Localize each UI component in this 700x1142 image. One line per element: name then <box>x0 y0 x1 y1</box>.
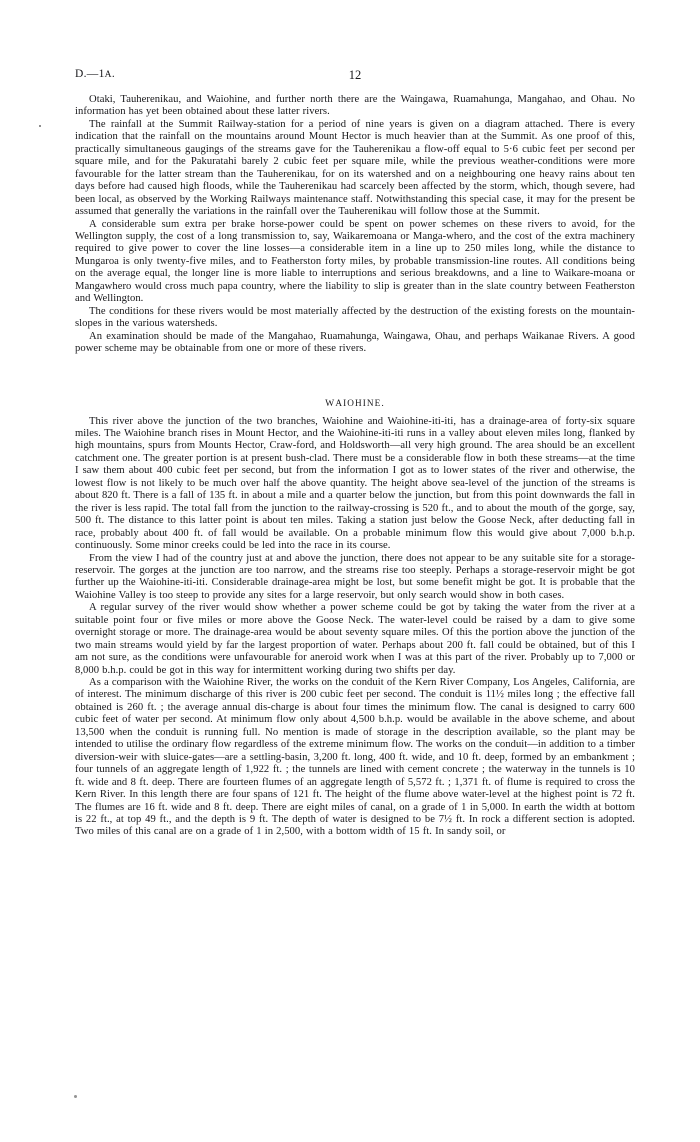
section-heading <box>75 398 635 409</box>
paragraph: The conditions for these rivers would be most materially affected by the destruction of the existing forests on the mountain-slopes in the various watersheds. <box>75 305 635 330</box>
paragraph: An examination should be made of the Mangahao, Ruamahunga, Waingawa, Ohau, and perhaps Waikanae Rivers. A good power scheme may be obtainable from one or more of these rivers. <box>75 330 635 355</box>
paragraph: This river above the junction of the two branches, Waiohine and Waiohine-iti-iti, has a drainage-area of forty-six square miles. The Waiohine branch rises in Mount Hector, and the Waiohine-iti-iti runs in a valley about eleven miles long, flanked by high mountains, spurs from Mounts Hector, Craw-ford, and Holdsworth—all very high ground. The area should be an excellent catchment one. The greater portion is at present bush-clad. There must be a considerable flow in both these streams—at the time I saw them about 400 cubic feet per second, but from the information I got as to lower states of the river and otherwise, the lowest flow is not likely to be much over half the above quantity. The height above sea-level of the junction of the streams is about 820 ft. There is a fall of 135 ft. in about a mile and a quarter below the junction, but from this point downwards the fall in the river is less rapid. The total fall from the junction to the railway-crossing is 520 ft., and to about the mouth of the gorge, say, 500 ft. The distance to this latter point is about ten miles. Taking a station just below the Goose Neck, after deducting fall in race, probably about 400 ft. of fall would be available. On a probable minimum flow this would give about 7,000 b.h.p. continuously. Some minor creeks could be led into the race in its course. <box>75 415 635 552</box>
paragraph: From the view I had of the country just at and above the junction, there does not appear to be any suitable site for a storage-reservoir. The gorges at the junction are too narrow, and the streams rise too steeply. Perhaps a storage-reservoir might be got further up the Waiohine-iti-iti. Considerable drainage-area might be lost, but some benefit might be got. It is probable that the Waiohine Valley is too steep to provide any sites for a large reservoir, but only search would show in both cases. <box>75 552 635 601</box>
paragraph: As a comparison with the Waiohine River, the works on the conduit of the Kern River Company, Los Angeles, California, are of interest. The minimum discharge of this river is 200 cubic feet per second. The conduit is 11½ miles long ; the effective fall obtained is 260 ft. ; the average annual dis-charge is about four times the minimum flow. The canal is designed to carry 600 cubic feet of water per second. At minimum flow only about 4,500 b.h.p. would be available in the above scheme, and about 13,500 when the conduit is running full. No mention is made of storage in the description available, so the plant may be intended to utilise the ordinary flow regardless of the extreme minimum flow. The works on the conduit—in addition to a timber diversion-weir with sluice-gates—are a settling-basin, 3,200 ft. long, 400 ft. wide, and 10 ft. deep, formed by an embankment ; four tunnels of an aggregate length of 1,922 ft. ; the tunnels are lined with cement concrete ; the waterway in the tunnels is 10 ft. wide and 8 ft. deep. There are fourteen flumes of an aggregate length of 5,572 ft. ; 1,371 ft. of flume is required to cross the Kern River. In this length there are four spans of 121 ft. The height of the flume above water-level at the highest point is 72 ft. The flumes are 16 ft. wide and 8 ft. deep. There are eight miles of canal, on a grade of 1 in 5,000. In earth the width at bottom is 22 ft., at top 49 ft., and the depth is 9 ft. The depth of water is designed to be 7½ ft. In rock a different section is adopted. Two miles of this canal are on a grade of 1 in 2,500, with a bottom width of 15 ft. In sandy soil, or <box>75 677 635 838</box>
page-header <box>75 68 635 84</box>
page-body <box>75 94 635 839</box>
scan-speck <box>39 125 41 127</box>
paragraph: A regular survey of the river would show whether a power scheme could be got by taking the water from the river at a suitable point four or five miles or more above the Goose Neck. The water-level could be raised by a dam to give some overnight storage or more. The drainage-area would be about seventy square miles. Of this the portion above the junction of the two main streams would yield by far the largest proportion of water. Perhaps about 200 ft. fall could be obtained, but of this I am not sure, as the conditions were unfavourable for aneroid work when I was at this part of the river. Probably up to 7,000 or 8,000 b.h.p. could be got in this way for intermittent working during two shifts per day. <box>75 602 635 676</box>
paragraph: A considerable sum extra per brake horse-power could be spent on power schemes on these rivers to avoid, for the Wellington supply, the cost of a long transmission to, say, Waikaremoana or Manga-whero, and the cost of the extra machinery required to give power to cover the line losses—a considerable item in a line up to 250 miles long, while the distance to Mungaroa is only twenty-five miles, and to Featherston forty miles, by probable transmission-line routes. All conditions being on the average equal, the longer line is more liable to interruptions and serious breakdowns, and a line to Waikare-moana or Mangawhero would cross much papa country, where the liability to slip is greater than in the slate country between Featherston and Wellington. <box>75 218 635 305</box>
scan-speck <box>74 1095 77 1098</box>
document-reference-label: D.—1A. <box>75 68 115 80</box>
paragraph: Otaki, Tauherenikau, and Waiohine, and further north there are the Waingawa, Ruamahunga, Mangahao, and Ohau. No information has yet been obtained about these latter rivers. <box>75 94 635 118</box>
paragraph: The rainfall at the Summit Railway-station for a period of nine years is given on a diagram attached. There is every indication that the rainfall on the mountains around Mount Hector is much heavier than at the Summit. As one proof of this, practically simultaneous gaugings of the streams gave for the Tauherenikau a flow-off equal to 5·6 cubic feet per second per square mile, and for the Pakuratahi barely 2 cubic feet per square mile, while the previous weather-conditions were more favourable for the latter stream than the Tauherenikau, for on its watershed and on a neighbouring one heavy rains about ten days before had caused high floods, while the Tauherenikau had scarcely been affected by the storm, which, though severe, had been local, as observed by the Working Railways maintenance staff. Notwithstanding this special case, it may for the present be assumed that generally the variations in the rainfall over the Tauherenikau will follow those at the Summit. <box>75 118 635 218</box>
section-heading-text: WAIOHINE. <box>325 397 385 409</box>
page-number: 12 <box>348 68 362 82</box>
